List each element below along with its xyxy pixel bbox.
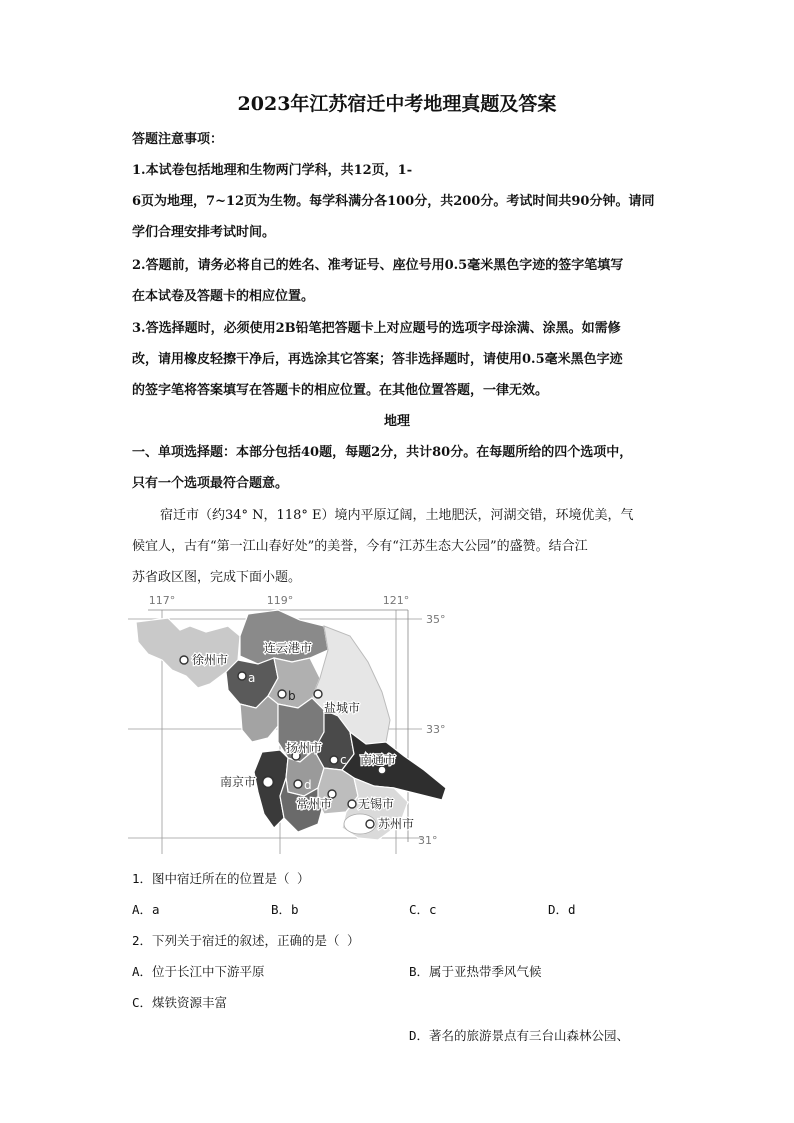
- label-point-d: d: [304, 778, 312, 792]
- lon-label-119: 119°: [266, 594, 294, 607]
- label-wuxi: 无锡市: [358, 797, 395, 811]
- notice-item-2-line-1: 2.答题前，请务必将自己的姓名、准考证号、座位号用0.5毫米黑色字迹的签字笔填写: [132, 258, 624, 273]
- marker-d: [294, 780, 302, 788]
- q1-option-b: B．b: [271, 902, 299, 917]
- passage-line-1: 宿迁市（约34° N，118° E）境内平原辽阔，土地肥沃，河湖交错，环境优美，气: [160, 508, 634, 523]
- lat-label-33: 33°: [426, 723, 446, 736]
- notice-item-3-line-1: 3.答选择题时，必须使用2B铅笔把答题卡上对应题号的选项字母涂满、涂黑。如需修: [132, 321, 621, 336]
- lat-label-31: 31°: [418, 834, 438, 847]
- part1-instruction-line-1: 一、单项选择题：本部分包括40题，每题2分，共计80分。在每题所给的四个选项中，: [132, 445, 633, 460]
- passage-line-2: 候宜人，古有“第一江山春好处”的美誉，今有“江苏生态大公园”的盛赞。结合江: [132, 539, 588, 554]
- notice-item-2-line-2: 在本试卷及答题卡的相应位置。: [132, 289, 315, 304]
- label-xuzhou: 徐州市: [192, 653, 229, 667]
- marker-nanjing: [263, 777, 274, 788]
- notice-item-1-line-1: 1.本试卷包括地理和生物两门学科，共12页，1-: [132, 163, 413, 178]
- notice-item-1-line-2: 6页为地理，7~12页为生物。每学科满分各100分，共200分。考试时间共90分钟。请同: [132, 194, 655, 209]
- notice-item-3-line-3: 的签字笔将答案填写在答题卡的相应位置。在其他位置答题，一律无效。: [132, 383, 549, 398]
- q2-option-b: B．属于亚热带季风气候: [409, 964, 542, 979]
- jiangsu-map: [128, 592, 458, 854]
- region-lianyungang: [240, 610, 328, 664]
- marker-suzhou: [366, 820, 374, 828]
- q1-option-c: C．c: [409, 902, 437, 917]
- part1-instruction-line-2: 只有一个选项最符合题意。: [132, 476, 289, 491]
- label-yangzhou: 扬州市: [286, 741, 323, 755]
- label-lianyungang: 连云港市: [264, 641, 313, 655]
- label-nanjing: 南京市: [220, 775, 257, 789]
- page-title: 2023年江苏宿迁中考地理真题及答案: [237, 93, 557, 115]
- q2-stem: 2．下列关于宿迁的叙述，正确的是（ ）: [132, 933, 360, 948]
- label-point-a: a: [248, 671, 256, 685]
- label-changzhou: 常州市: [296, 797, 333, 811]
- lat-label-35: 35°: [426, 613, 446, 626]
- marker-wuxi: [348, 800, 356, 808]
- notice-heading: 答题注意事项：: [132, 132, 224, 147]
- passage-line-3: 苏省政区图，完成下面小题。: [132, 570, 302, 585]
- marker-yancheng: [314, 690, 322, 698]
- q1-stem: 1．图中宿迁所在的位置是（ ）: [132, 871, 310, 886]
- marker-nantong: [378, 766, 386, 774]
- q1-option-d: D．d: [548, 902, 576, 917]
- subject-heading: 地理: [384, 414, 411, 429]
- q1-option-a: A．a: [132, 902, 160, 917]
- label-nantong: 南通市: [360, 753, 397, 767]
- label-point-c: c: [340, 753, 347, 767]
- marker-xuzhou: [180, 656, 188, 664]
- label-point-b: b: [288, 689, 296, 703]
- label-suzhou: 苏州市: [378, 817, 415, 831]
- notice-item-3-line-2: 改，请用橡皮轻擦干净后，再选涂其它答案；答非选择题时，请使用0.5毫米黑色字迹: [132, 352, 623, 367]
- notice-item-1-line-3: 学们合理安排考试时间。: [132, 225, 276, 240]
- q2-option-a: A．位于长江中下游平原: [132, 964, 265, 979]
- marker-c: [330, 756, 338, 764]
- marker-a: [238, 672, 246, 680]
- lon-label-117: 117°: [148, 594, 176, 607]
- q2-option-c: C．煤铁资源丰富: [132, 995, 228, 1010]
- lon-label-121: 121°: [382, 594, 410, 607]
- label-yancheng: 盐城市: [324, 701, 361, 715]
- marker-b: [278, 690, 286, 698]
- q2-option-d: D．著名的旅游景点有三台山森林公园、: [409, 1028, 630, 1043]
